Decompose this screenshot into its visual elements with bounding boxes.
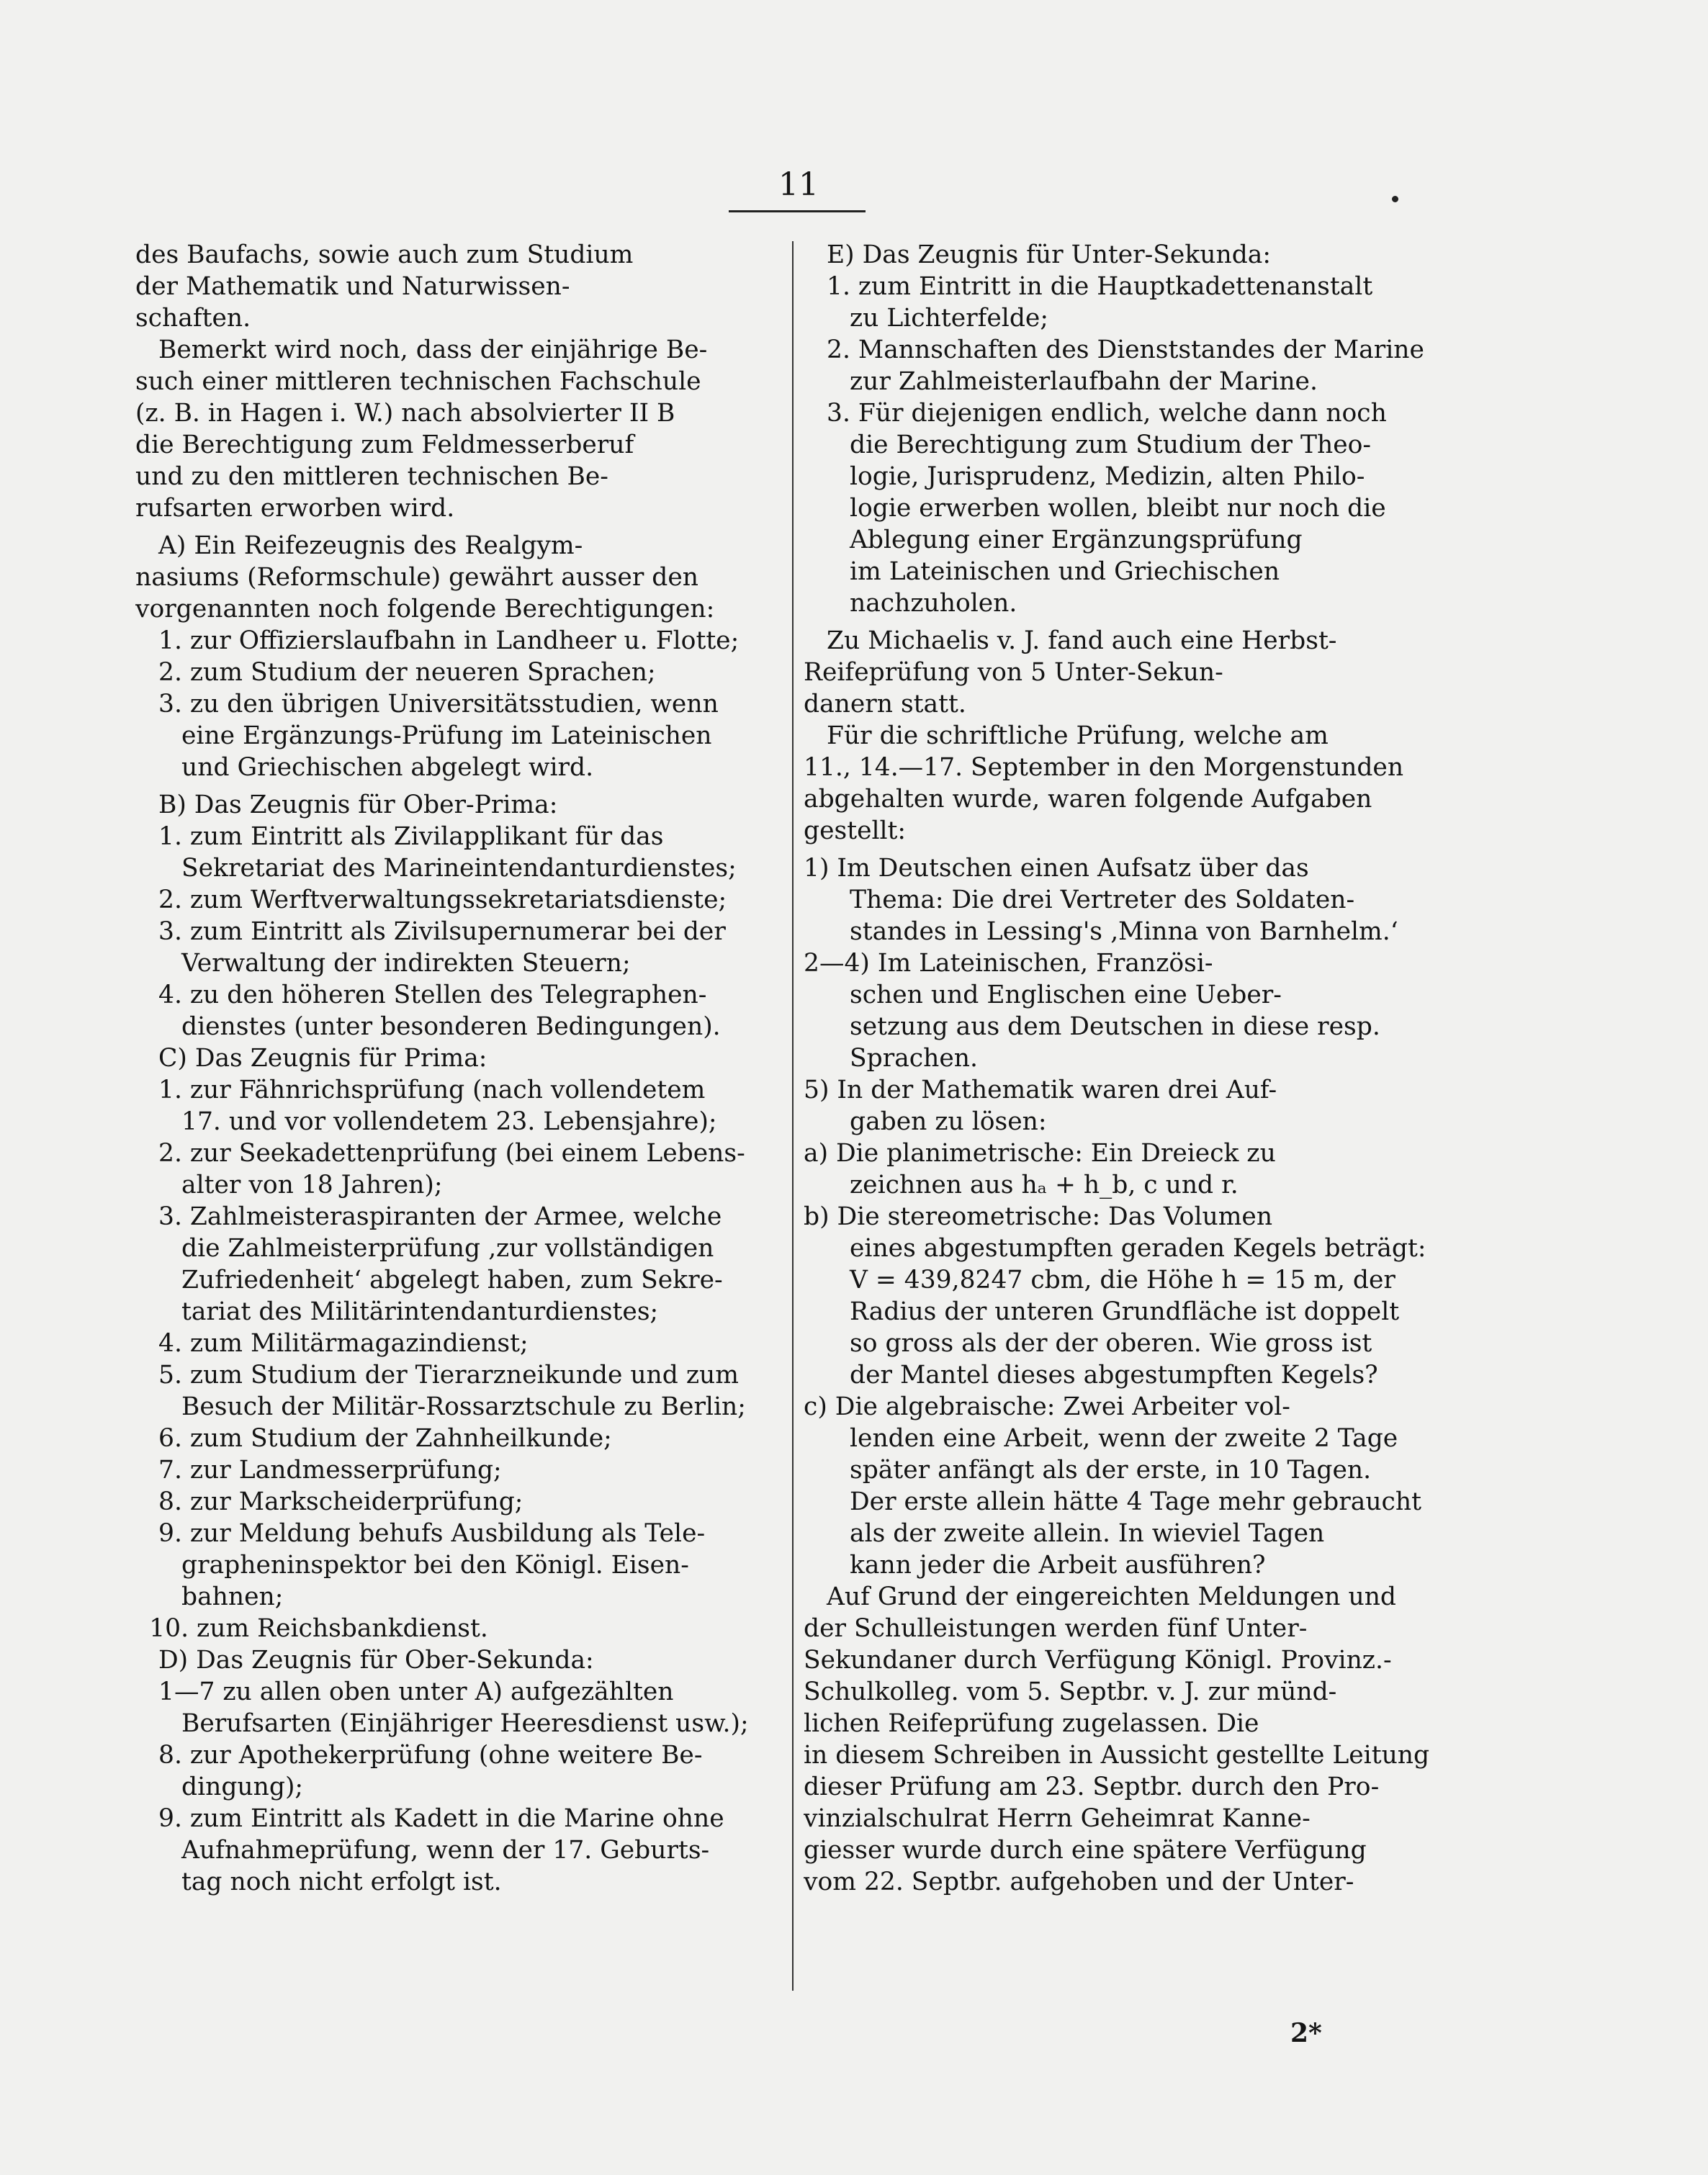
text-line: dingung); xyxy=(181,1773,304,1801)
text-line: des Baufachs, sowie auch zum Studium xyxy=(135,240,634,269)
text-line: Sekretariat des Marineintendanturdienstes; xyxy=(181,854,737,883)
left-column xyxy=(135,239,792,1898)
text-line: Zufriedenheit‘ abgelegt haben, zum Sekre- xyxy=(181,1266,723,1294)
text-line: Ablegung einer Ergänzungsprüfung xyxy=(850,526,1303,554)
text-line: a) Die planimetrische: Ein Dreieck zu xyxy=(804,1139,1276,1168)
text-line: 1. zum Eintritt als Zivilapplikant für das xyxy=(158,822,664,851)
text-line: 1. zum Eintritt in die Hauptkadettenanstalt xyxy=(827,272,1373,301)
text-line: lichen Reifeprüfung zugelassen. Die xyxy=(804,1709,1259,1738)
text-line: (z. B. in Hagen i. W.) nach absolvierter II B xyxy=(135,399,675,428)
text-line: die Zahlmeisterprüfung ‚zur vollständigen xyxy=(181,1234,714,1263)
text-line: 10. zum Reichsbankdienst. xyxy=(149,1614,488,1643)
text-line: alter von 18 Jahren); xyxy=(181,1171,443,1199)
text-line: in diesem Schreiben in Aussicht gestellte Leitung xyxy=(804,1741,1430,1770)
text-line: 2—4) Im Lateinischen, Französi- xyxy=(804,949,1213,978)
text-line: 17. und vor vollendetem 23. Lebensjahre); xyxy=(181,1107,717,1136)
text-line: Zu Michaelis v. J. fand auch eine Herbst- xyxy=(827,626,1337,655)
text-line: E) Das Zeugnis für Unter-Sekunda: xyxy=(827,240,1271,269)
text-line: Der erste allein hätte 4 Tage mehr gebraucht xyxy=(850,1487,1421,1516)
text-line: vorgenannten noch folgende Berechtigungen: xyxy=(135,595,715,623)
text-line: 2. Mannschaften des Dienststandes der Marine xyxy=(827,336,1424,364)
signature-mark: 2* xyxy=(1290,2018,1322,2048)
column-divider xyxy=(792,241,794,1991)
text-line: standes in Lessing's ‚Minna von Barnhelm.‘ xyxy=(850,917,1398,946)
text-line: 5. zum Studium der Tierarzneikunde und zum xyxy=(158,1361,739,1390)
text-line: A) Ein Reifezeugnis des Realgym- xyxy=(158,531,583,560)
text-line: abgehalten wurde, waren folgende Aufgaben xyxy=(804,785,1372,814)
text-line: die Berechtigung zum Studium der Theo- xyxy=(850,431,1372,459)
text-line: 1. zur Offizierslaufbahn in Landheer u. Flotte; xyxy=(158,626,740,655)
text-line: nachzuholen. xyxy=(850,589,1017,618)
text-line: später anfängt als der erste, in 10 Tagen. xyxy=(850,1456,1372,1485)
text-line: C) Das Zeugnis für Prima: xyxy=(158,1044,487,1073)
text-line: 8. zur Markscheiderprüfung; xyxy=(158,1487,523,1516)
text-line: Radius der unteren Grundfläche ist doppelt xyxy=(850,1297,1400,1326)
text-line: kann jeder die Arbeit ausführen? xyxy=(850,1551,1266,1580)
text-line: als der zweite allein. In wieviel Tagen xyxy=(850,1519,1325,1548)
text-line: logie erwerben wollen, bleibt nur noch die xyxy=(850,494,1386,523)
text-line: rufsarten erworben wird. xyxy=(135,494,455,523)
text-line: zeichnen aus hₐ + h_b, c und r. xyxy=(850,1171,1239,1199)
text-line: Reifeprüfung von 5 Unter-Sekun- xyxy=(804,658,1223,687)
ink-dot xyxy=(1392,196,1398,202)
text-line: V = 439,8247 cbm, die Höhe h = 15 m, der xyxy=(850,1266,1395,1294)
text-line: Für die schriftliche Prüfung, welche am xyxy=(827,721,1329,750)
text-line: 2. zum Werftverwaltungssekretariatsdienste; xyxy=(158,886,727,914)
text-line: danern statt. xyxy=(804,690,966,719)
text-line: c) Die algebraische: Zwei Arbeiter vol- xyxy=(804,1392,1290,1421)
text-line: 11., 14.—17. September in den Morgenstunden xyxy=(804,753,1404,782)
text-line: zur Zahlmeisterlaufbahn der Marine. xyxy=(850,367,1318,396)
right-column xyxy=(804,239,1456,1898)
text-line: 4. zum Militärmagazindienst; xyxy=(158,1329,529,1358)
text-line: 3. Für diejenigen endlich, welche dann noch xyxy=(827,399,1387,428)
text-line: gaben zu lösen: xyxy=(850,1107,1047,1136)
text-line: Sprachen. xyxy=(850,1044,978,1073)
text-line: eines abgestumpften geraden Kegels beträgt: xyxy=(850,1234,1426,1263)
text-line: 6. zum Studium der Zahnheilkunde; xyxy=(158,1424,612,1453)
text-line: 3. Zahlmeisteraspiranten der Armee, welche xyxy=(158,1202,722,1231)
text-line: die Berechtigung zum Feldmesserberuf xyxy=(135,431,634,459)
text-line: Berufsarten (Einjähriger Heeresdienst usw.); xyxy=(181,1709,749,1738)
text-line: dieser Prüfung am 23. Septbr. durch den Pro- xyxy=(804,1773,1380,1801)
text-line: bahnen; xyxy=(181,1582,284,1611)
text-line: der Mantel dieses abgestumpften Kegels? xyxy=(850,1361,1378,1390)
text-line: nasiums (Reformschule) gewährt ausser den xyxy=(135,563,699,592)
text-line: Schulkolleg. vom 5. Septbr. v. J. zur münd- xyxy=(804,1678,1337,1706)
text-line: gestellt: xyxy=(804,816,907,845)
text-line: tariat des Militärintendanturdienstes; xyxy=(181,1297,659,1326)
text-line: lenden eine Arbeit, wenn der zweite 2 Tage xyxy=(850,1424,1398,1453)
text-line: eine Ergänzungs-Prüfung im Lateinischen xyxy=(181,721,712,750)
text-line: such einer mittleren technischen Fachschule xyxy=(135,367,701,396)
text-line: b) Die stereometrische: Das Volumen xyxy=(804,1202,1273,1231)
text-line: tag noch nicht erfolgt ist. xyxy=(181,1868,502,1896)
text-line: im Lateinischen und Griechischen xyxy=(850,557,1280,586)
text-line: schaften. xyxy=(135,304,251,333)
text-line: 1) Im Deutschen einen Aufsatz über das xyxy=(804,854,1309,883)
text-line: 2. zum Studium der neueren Sprachen; xyxy=(158,658,656,687)
text-line: setzung aus dem Deutschen in diese resp. xyxy=(850,1012,1380,1041)
text-line: vinzialschulrat Herrn Geheimrat Kanne- xyxy=(804,1804,1311,1833)
text-line: 8. zur Apothekerprüfung (ohne weitere Be- xyxy=(158,1741,703,1770)
text-line: 3. zu den übrigen Universitätsstudien, wenn xyxy=(158,690,719,719)
text-line: der Mathematik und Naturwissen- xyxy=(135,272,570,301)
text-line: D) Das Zeugnis für Ober-Sekunda: xyxy=(158,1646,594,1675)
text-line: so gross als der der oberen. Wie gross ist xyxy=(850,1329,1372,1358)
text-line: Bemerkt wird noch, dass der einjährige Be- xyxy=(158,336,708,364)
text-line: 4. zu den höheren Stellen des Telegraphen- xyxy=(158,981,707,1009)
text-line: giesser wurde durch eine spätere Verfügung xyxy=(804,1836,1367,1865)
text-line: zu Lichterfelde; xyxy=(850,304,1048,333)
text-line: grapheninspektor bei den Königl. Eisen- xyxy=(181,1551,689,1580)
text-line: 9. zum Eintritt als Kadett in die Marine ohne xyxy=(158,1804,724,1833)
text-line: 1. zur Fähnrichsprüfung (nach vollendetem xyxy=(158,1076,706,1104)
text-line: Aufnahmeprüfung, wenn der 17. Geburts- xyxy=(181,1836,710,1865)
text-line: und Griechischen abgelegt wird. xyxy=(181,753,594,782)
header-rule xyxy=(729,210,866,212)
text-line: Sekundaner durch Verfügung Königl. Provinz.- xyxy=(804,1646,1392,1675)
text-line: der Schulleistungen werden fünf Unter- xyxy=(804,1614,1308,1643)
text-line: 1—7 zu allen oben unter A) aufgezählten xyxy=(158,1678,674,1706)
text-line: und zu den mittleren technischen Be- xyxy=(135,462,608,491)
text-line: 7. zur Landmesserprüfung; xyxy=(158,1456,502,1485)
text-line: 5) In der Mathematik waren drei Auf- xyxy=(804,1076,1277,1104)
text-line: schen und Englischen eine Ueber- xyxy=(850,981,1282,1009)
text-line: Verwaltung der indirekten Steuern; xyxy=(181,949,631,978)
text-line: 2. zur Seekadettenprüfung (bei einem Lebens- xyxy=(158,1139,745,1168)
text-line: vom 22. Septbr. aufgehoben und der Unter- xyxy=(804,1868,1354,1896)
page-number: 11 xyxy=(778,166,819,203)
text-line: Auf Grund der eingereichten Meldungen und xyxy=(827,1582,1397,1611)
text-line: logie, Jurisprudenz, Medizin, alten Philo- xyxy=(850,462,1365,491)
text-line: 3. zum Eintritt als Zivilsupernumerar bei der xyxy=(158,917,726,946)
text-line: B) Das Zeugnis für Ober-Prima: xyxy=(158,791,558,819)
text-line: dienstes (unter besonderen Bedingungen). xyxy=(181,1012,721,1041)
text-line: 9. zur Meldung behufs Ausbildung als Tele- xyxy=(158,1519,706,1548)
text-line: Thema: Die drei Vertreter des Soldaten- xyxy=(850,886,1355,914)
text-line: Besuch der Militär-Rossarztschule zu Berlin; xyxy=(181,1392,746,1421)
